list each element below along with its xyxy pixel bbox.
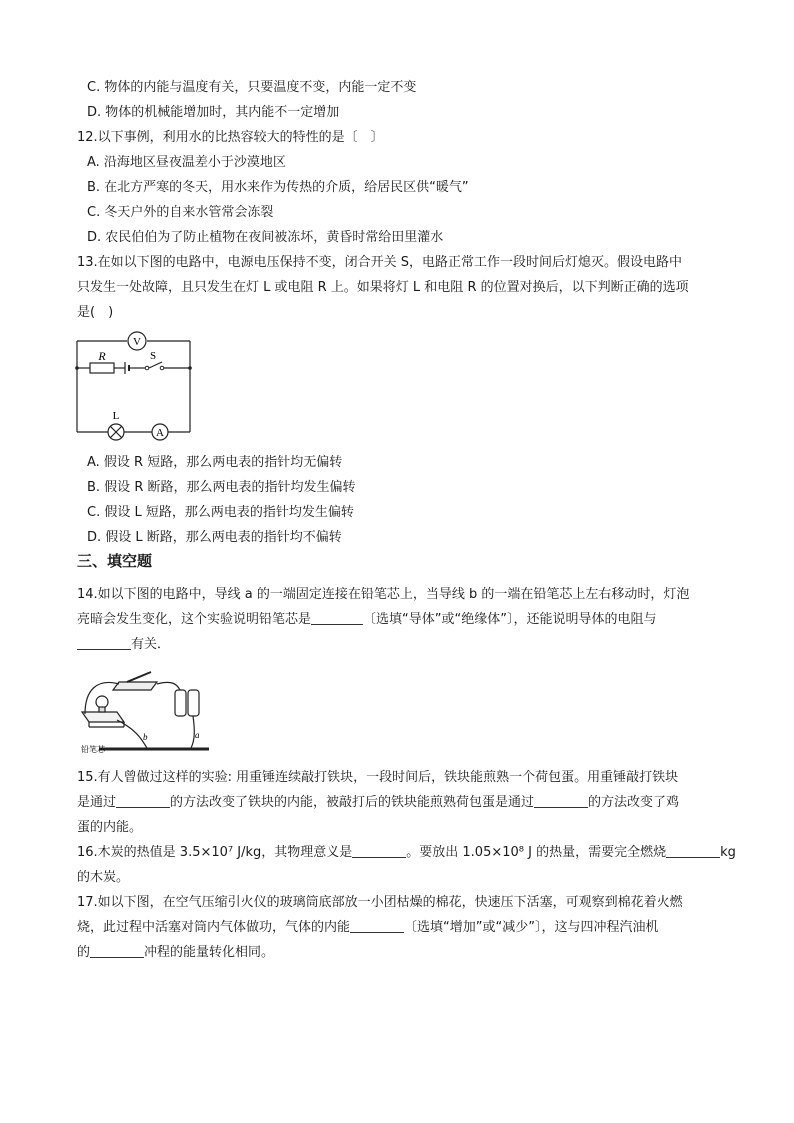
q14-blank-1[interactable]: [311, 610, 363, 625]
q13-stem-line1: 13.在如以下图的电路中，电源电压保持不变，闭合开关 S，电路正常工作一段时间后灯熄灭。假设电路中: [77, 255, 683, 270]
switch-label: S: [149, 350, 157, 362]
q17-blank-1[interactable]: [350, 918, 404, 933]
q17-text-a: 烧，此过程中活塞对筒内气体做功，气体的内能: [77, 920, 351, 935]
q14-text-a: 亮暗会发生变化，这个实验说明铅笔芯是: [77, 612, 312, 627]
q12-option-c: C. 冬天户外的自来水管常会冻裂: [87, 205, 274, 220]
q17-text-b: 〔选填“增加”或“减少”〕，这与四冲程汽油机: [404, 920, 659, 935]
q15-line3: 蛋的内能。: [77, 820, 143, 835]
ammeter-label: A: [156, 427, 164, 439]
q15-text-c: 的方法改变了鸡: [588, 795, 680, 810]
q14-text-b: 〔选填“导体”或“绝缘体”〕，还能说明导体的电阻与: [363, 612, 657, 627]
q17-text-c: 的: [77, 945, 91, 960]
wire-b-label: b: [143, 732, 148, 742]
q16-text-c: kg: [720, 845, 736, 860]
voltmeter-icon: [128, 332, 146, 350]
q14-blank-2[interactable]: [77, 635, 131, 650]
q15-blank-1[interactable]: [116, 793, 170, 808]
q13-stem-line3: 是( ): [77, 305, 114, 320]
q11-option-d: D. 物体的机械能增加时，其内能不一定增加: [87, 105, 340, 120]
q13-option-c: C. 假设 L 短路，那么两电表的指针均发生偏转: [87, 505, 354, 520]
q16-blank-2[interactable]: [666, 843, 720, 858]
q14-line3: [77, 635, 170, 655]
lamp-icon: [108, 424, 124, 440]
q12-stem: 12.以下事例，利用水的比热容较大的特性的是〔 〕: [77, 130, 384, 145]
q13-option-b: B. 假设 R 断路，那么两电表的指针均发生偏转: [87, 480, 356, 495]
lamp-label: L: [112, 410, 120, 422]
q16-line2: 的木炭。: [77, 870, 130, 885]
q15-line2: [77, 793, 679, 813]
section-title-fill-blank: 三、填空题: [77, 552, 153, 570]
q12-option-b: B. 在北方严寒的冬天，用水来作为传热的介质，给居民区供“暖气”: [87, 180, 469, 195]
ammeter-icon: [152, 424, 168, 440]
q12-option-d: D. 农民伯伯为了防止植物在夜间被冻坏，黄昏时常给田里灌水: [87, 230, 444, 245]
q14-line2: [77, 610, 656, 630]
pencil-lead-label: 铅笔芯: [81, 745, 105, 754]
q15-blank-2[interactable]: [534, 793, 588, 808]
q15-text-a: 是通过: [77, 795, 117, 810]
voltmeter-label: V: [133, 336, 141, 348]
q17-line1: 17.如以下图，在空气压缩引火仪的玻璃筒底部放一小团枯燥的棉花，快速压下活塞，可观察到棉花着火燃: [77, 895, 683, 910]
q14-text-c: 有关．: [131, 637, 171, 652]
q11-option-c: C. 物体的内能与温度有关，只要温度不变，内能一定不变: [87, 80, 417, 95]
q13-stem-line2: 只发生一处故障，且只发生在灯 L 或电阻 R 上。如果将灯 L 和电阻 R 的位置对换后，以下判断正确的选项: [77, 280, 689, 295]
q14-line1: 14.如以下图的电路中，导线 a 的一端固定连接在铅笔芯上，当导线 b 的一端在铅笔芯上左右移动时，灯泡: [77, 587, 690, 602]
q17-line2: [77, 918, 658, 938]
q13-option-d: D. 假设 L 断路，那么两电表的指针均不偏转: [87, 530, 342, 545]
resistor-label: R: [98, 349, 106, 363]
q17-line3: [77, 943, 274, 963]
q17-text-d: 冲程的能量转化相同。: [144, 945, 275, 960]
q14-pencil-experiment-figure: [77, 660, 212, 755]
q16-text-b: 。要放出 1.05×10⁸ J 的热量，需要完全燃烧: [406, 845, 667, 860]
q15-line1: 15.有人曾做过这样的实验: 用重锤连续敲打铁块，一段时间后，铁块能煎熟一个荷包蛋。用重锤敲打铁块: [77, 770, 679, 785]
q15-text-b: 的方法改变了铁块的内能，被敲打后的铁块能煎熟荷包蛋是通过: [170, 795, 535, 810]
q17-blank-2[interactable]: [90, 943, 144, 958]
wire-a-label: a: [195, 730, 200, 740]
q16-text-a: 16.木炭的热值是 3.5×10⁷ J/kg，其物理意义是: [77, 845, 353, 860]
q12-option-a: A. 沿海地区昼夜温差小于沙漠地区: [87, 155, 286, 170]
q16-blank-1[interactable]: [352, 843, 406, 858]
q13-option-a: A. 假设 R 短路，那么两电表的指针均无偏转: [87, 455, 343, 470]
q16-line1: [77, 843, 736, 863]
q13-circuit-diagram: [72, 328, 197, 443]
